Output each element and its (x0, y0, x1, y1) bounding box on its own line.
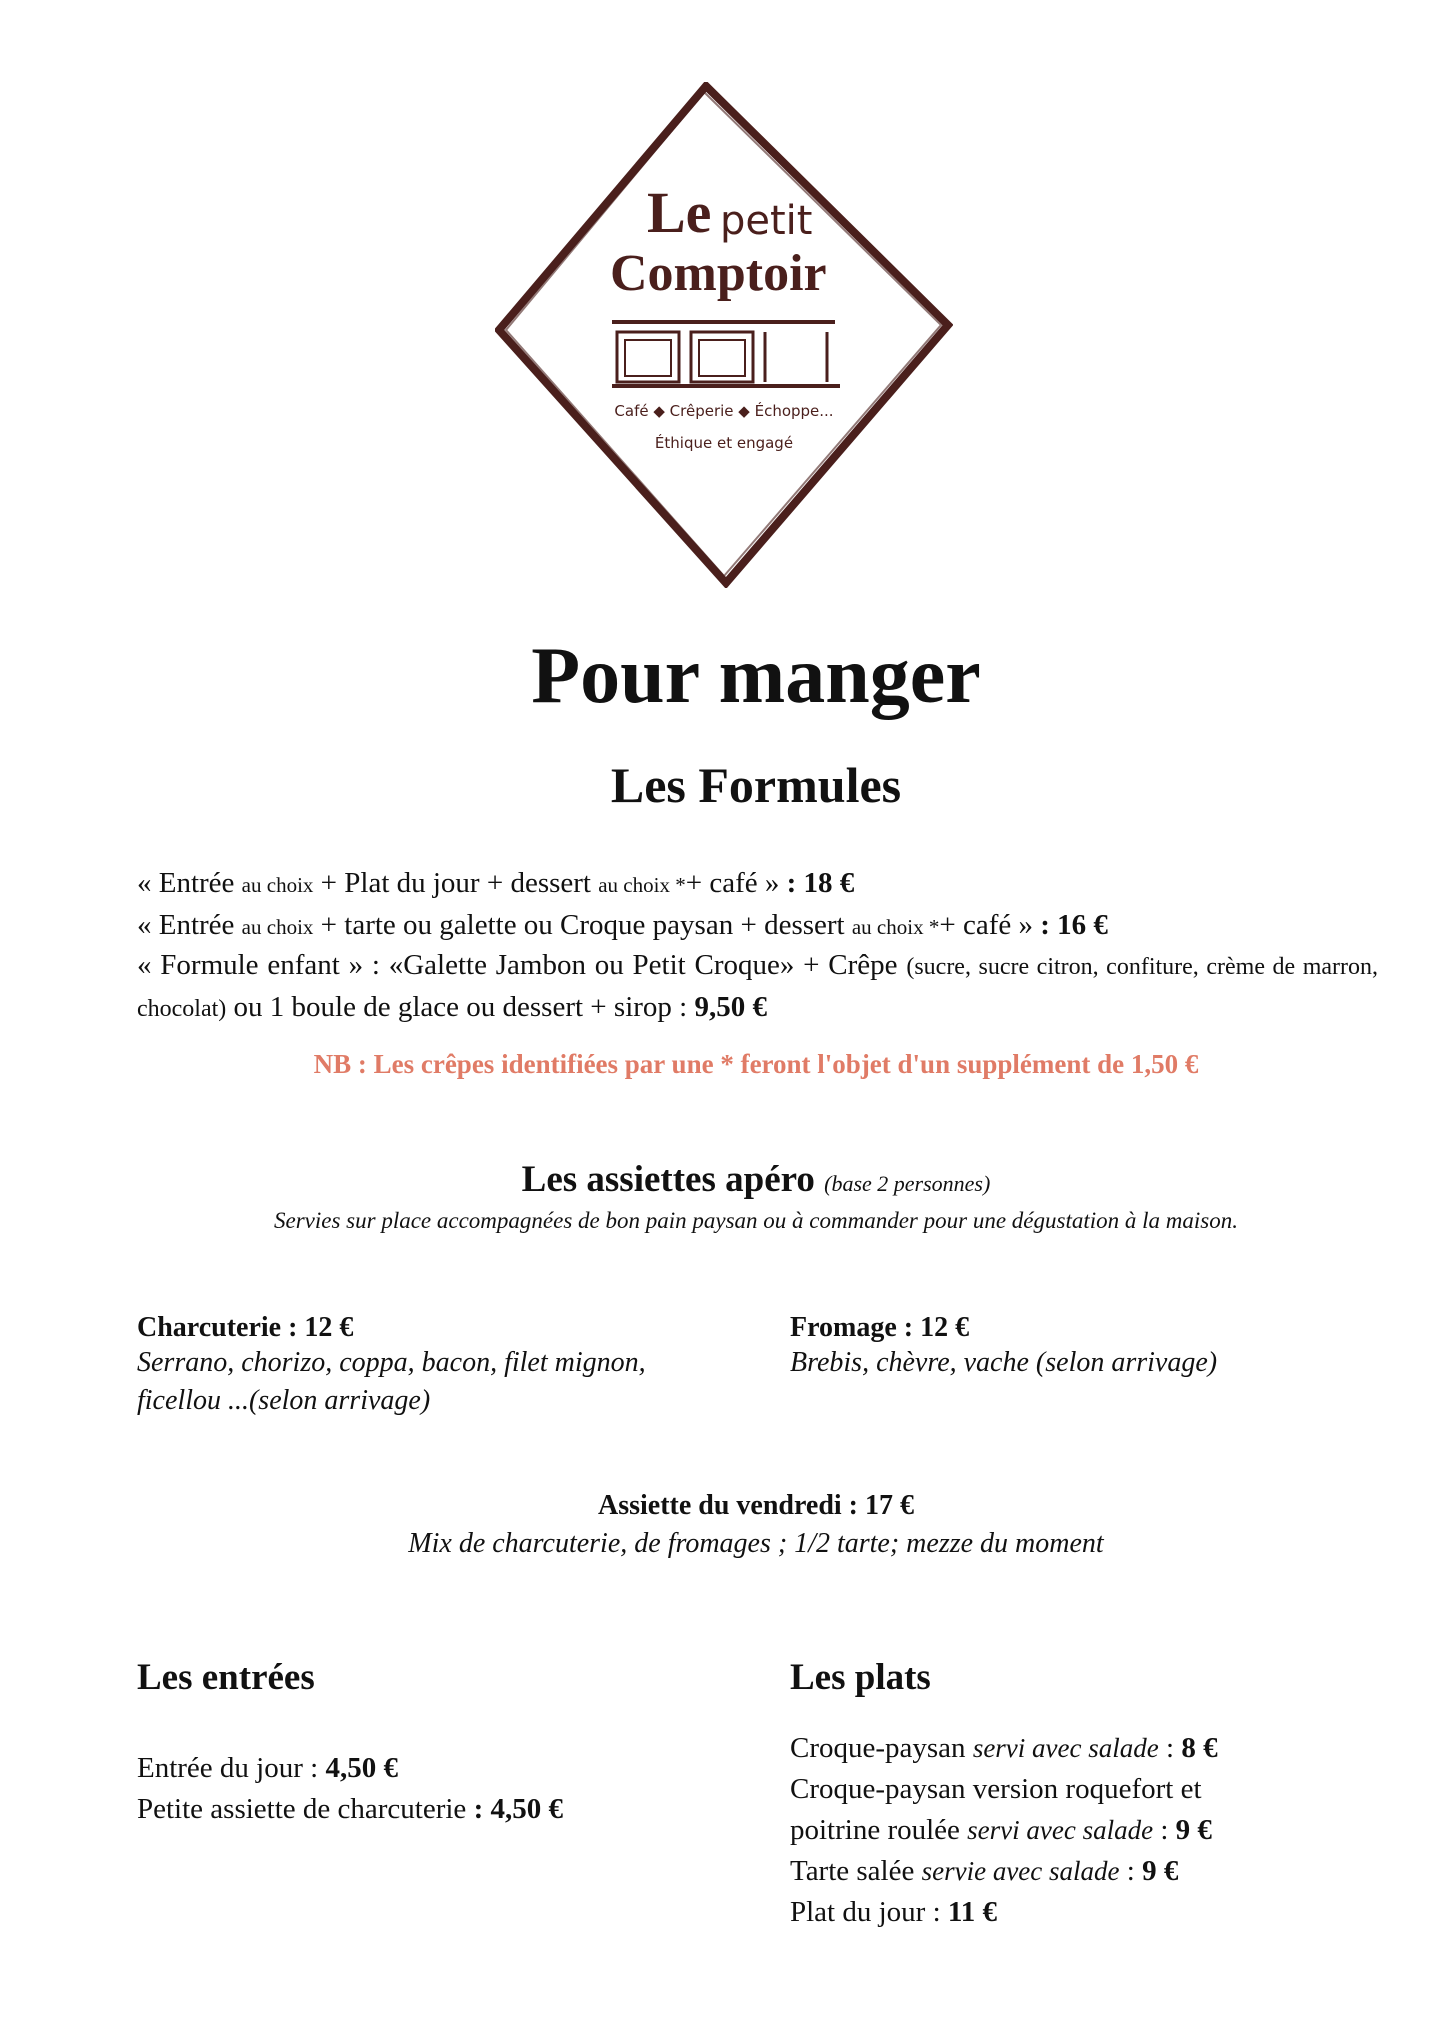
formule-enfant-line (137, 945, 1378, 1029)
list-item (790, 1810, 1218, 1851)
apero-title-note: (base 2 personnes) (824, 1171, 991, 1196)
item-sep: : (1153, 1814, 1176, 1846)
item-price: 4,50 € (325, 1752, 398, 1784)
list-item (137, 1748, 563, 1789)
fromage-block (790, 1312, 1390, 1382)
plats-heading: Les plats (790, 1657, 931, 1698)
formule-line (137, 863, 854, 905)
formule-text: ou 1 boule de glace ou dessert + sirop : (226, 991, 695, 1023)
item-sep: : (1158, 1732, 1182, 1764)
apero-subtitle: Servies sur place accompagnées de bon pain paysan ou à commander pour une dégustation à la maison. (274, 1208, 1238, 1233)
supplement-note: NB : Les crêpes identifiées par une * feront l'objet d'un supplément de 1,50 € (313, 1049, 1199, 1079)
item-label: Plat du jour : (790, 1896, 948, 1928)
charcuterie-title: Charcuterie : 12 € (137, 1312, 354, 1343)
charcuterie-desc: Serrano, chorizo, coppa, bacon, filet mignon, ficellou ...(selon arrivage) (137, 1347, 646, 1416)
apero-heading (0, 1158, 1444, 1201)
item-price: 11 € (947, 1896, 998, 1928)
fromage-desc: Brebis, chèvre, vache (selon arrivage) (790, 1347, 1218, 1378)
item-label: poitrine roulée (790, 1814, 968, 1846)
counter-icon (612, 322, 840, 386)
list-item (790, 1851, 1218, 1892)
item-price: 8 € (1181, 1732, 1218, 1764)
item-note: servie avec salade (921, 1856, 1120, 1886)
formule-small: au choix (241, 873, 314, 897)
formule-price: : 16 € (1040, 909, 1108, 941)
logo-tagline-1: Café ◆ Crêperie ◆ Échoppe... (614, 402, 834, 420)
formule-small: au choix (241, 915, 314, 939)
formule-small: (sucre, sucre citron, confiture, crème de marron, chocolat) (137, 954, 1378, 1022)
formule-small: au choix (598, 873, 670, 897)
list-item (790, 1728, 1218, 1769)
list-item (790, 1892, 1218, 1933)
formule-price: : 18 € (786, 867, 855, 899)
formule-small: au choix (851, 915, 924, 939)
item-note: servi avec salade (972, 1733, 1159, 1763)
formule-line (137, 905, 1108, 947)
logo-tagline-2: Éthique et engagé (654, 434, 794, 452)
page-title: Pour manger (531, 632, 981, 720)
vendredi-desc: Mix de charcuterie, de fromages ; 1/2 tarte; mezze du moment (408, 1528, 1104, 1559)
apero-title-text: Les assiettes apéro (521, 1159, 815, 1200)
item-price: 9 € (1175, 1814, 1212, 1846)
vendredi-title: Assiette du vendredi : 17 € (597, 1490, 915, 1521)
formule-text: + café » (685, 867, 787, 899)
entrees-list (137, 1748, 563, 1830)
formule-text: « Formule enfant » : «Galette Jambon ou Petit Croque» + Crêpe (137, 949, 907, 981)
plats-list (790, 1728, 1218, 1933)
formule-star: * (923, 915, 940, 939)
restaurant-logo (495, 82, 953, 588)
formules-heading: Les Formules (610, 757, 902, 813)
logo-petit: petit (720, 198, 813, 244)
formule-text: « Entrée (137, 867, 242, 899)
item-note: servi avec salade (967, 1815, 1154, 1845)
formule-price: 9,50 € (694, 991, 767, 1023)
list-item (137, 1789, 563, 1830)
formule-text: + tarte ou galette ou Croque paysan + dessert (313, 909, 852, 941)
formule-text: + café » (939, 909, 1041, 941)
entrees-heading: Les entrées (137, 1657, 315, 1698)
item-label: Croque-paysan (790, 1732, 973, 1764)
item-label: Entrée du jour : (137, 1752, 326, 1784)
logo-le: Le (647, 180, 712, 245)
charcuterie-block (137, 1312, 697, 1420)
logo-comptoir: Comptoir (610, 245, 827, 302)
item-price: 9 € (1142, 1855, 1179, 1887)
item-label: Petite assiette de charcuterie (137, 1793, 474, 1825)
item-label: Croque-paysan version roquefort et (790, 1773, 1202, 1805)
formule-text: + Plat du jour + dessert (313, 867, 599, 899)
formule-text: « Entrée (137, 909, 242, 941)
item-price: : 4,50 € (473, 1793, 563, 1825)
list-item (790, 1769, 1218, 1810)
item-sep: : (1119, 1855, 1143, 1887)
item-label: Tarte salée (790, 1855, 922, 1887)
fromage-title: Fromage : 12 € (790, 1312, 970, 1343)
formule-star: * (669, 873, 686, 897)
